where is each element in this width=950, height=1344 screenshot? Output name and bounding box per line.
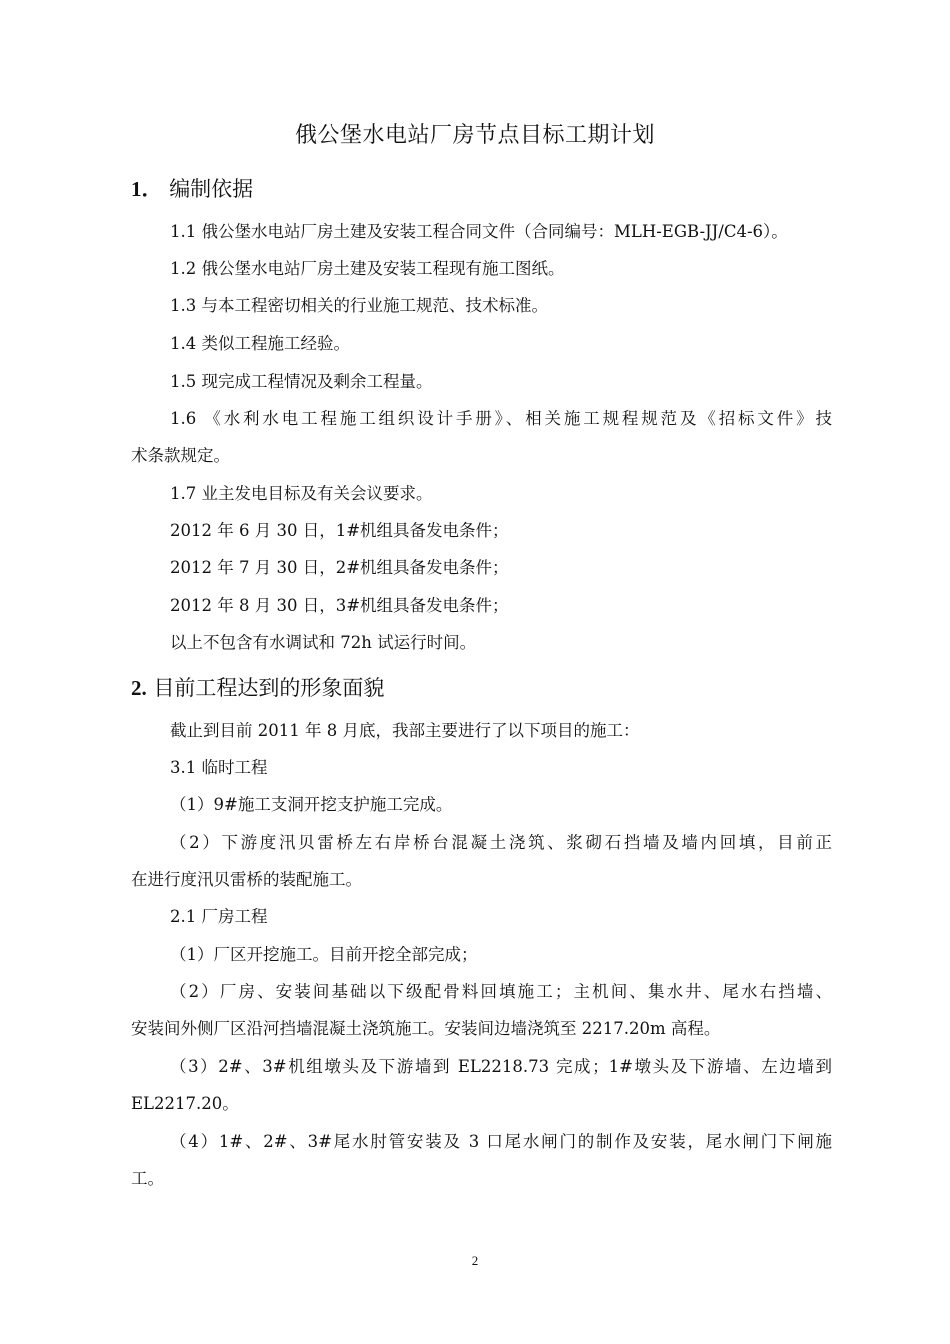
basis-item-1-6-line-1: 1.6 《水利水电工程施工组织设计手册》、相关施工规程规范及《招标文件》技 (170, 409, 832, 428)
generation-date-3: 2012 年 8 月 30 日，3#机组具备发电条件； (170, 596, 509, 615)
powerhouse-item-4-line-2: 工。 (131, 1169, 164, 1188)
section-1-title: 编制依据 (169, 177, 254, 201)
temporary-works-item-1: （1）9#施工支洞开挖支护施工完成。 (170, 795, 453, 814)
section-1-number: 1． (131, 177, 163, 201)
generation-date-1: 2012 年 6 月 30 日，1#机组具备发电条件； (170, 521, 509, 540)
page-number: 2 (471, 1253, 479, 1268)
generation-note: 以上不包含有水调试和 72h 试运行时间。 (170, 633, 477, 652)
basis-item-1-2: 1.2 俄公堡水电站厂房土建及安装工程现有施工图纸。 (170, 259, 565, 278)
basis-item-1-5: 1.5 现完成工程情况及剩余工程量。 (170, 372, 433, 391)
basis-item-1-6-line-2: 术条款规定。 (131, 446, 230, 465)
subsection-2-1: 2.1 厂房工程 (170, 907, 268, 926)
section-2-heading (131, 672, 384, 702)
powerhouse-item-4-line-1: （4）1#、2#、3#尾水肘管安装及 3 口尾水闸门的制作及安装，尾水闸门下闸施 (170, 1132, 832, 1151)
section-2-number: 2. (131, 676, 147, 700)
section-1-heading (131, 173, 253, 203)
basis-item-1-1: 1.1 俄公堡水电站厂房土建及安装工程合同文件（合同编号：MLH-EGB-JJ/C4-6）。 (170, 222, 788, 241)
powerhouse-item-1: （1）厂区开挖施工。目前开挖全部完成； (170, 945, 478, 964)
basis-item-1-3: 1.3 与本工程密切相关的行业施工规范、技术标准。 (170, 296, 548, 315)
subsection-3-1: 3.1 临时工程 (170, 758, 268, 777)
generation-date-2: 2012 年 7 月 30 日，2#机组具备发电条件； (170, 558, 509, 577)
section-2-title: 目前工程达到的形象面貌 (153, 676, 385, 700)
powerhouse-item-2-line-1: （2）厂房、安装间基础以下级配骨料回填施工；主机间、集水井、尾水右挡墙、 (170, 982, 832, 1001)
temporary-works-item-2-line-2: 在进行度汛贝雷桥的装配施工。 (131, 870, 362, 889)
basis-item-1-4: 1.4 类似工程施工经验。 (170, 334, 350, 353)
powerhouse-item-2-line-2: 安装间外侧厂区沿河挡墙混凝土浇筑施工。安装间边墙浇筑至 2217.20m 高程。 (131, 1019, 721, 1038)
powerhouse-item-3-line-1: （3）2#、3#机组墩头及下游墙到 EL2218.73 完成；1#墩头及下游墙、左边墙到 (170, 1057, 832, 1076)
temporary-works-item-2-line-1: （2）下游度汛贝雷桥左右岸桥台混凝土浇筑、浆砌石挡墙及墙内回填，目前正 (170, 833, 832, 852)
document-title: 俄公堡水电站厂房节点目标工期计划 (294, 123, 655, 148)
powerhouse-item-3-line-2: EL2217.20。 (131, 1094, 239, 1113)
basis-item-1-7: 1.7 业主发电目标及有关会议要求。 (170, 484, 433, 503)
progress-intro: 截止到目前 2011 年 8 月底，我部主要进行了以下项目的施工： (170, 721, 640, 740)
